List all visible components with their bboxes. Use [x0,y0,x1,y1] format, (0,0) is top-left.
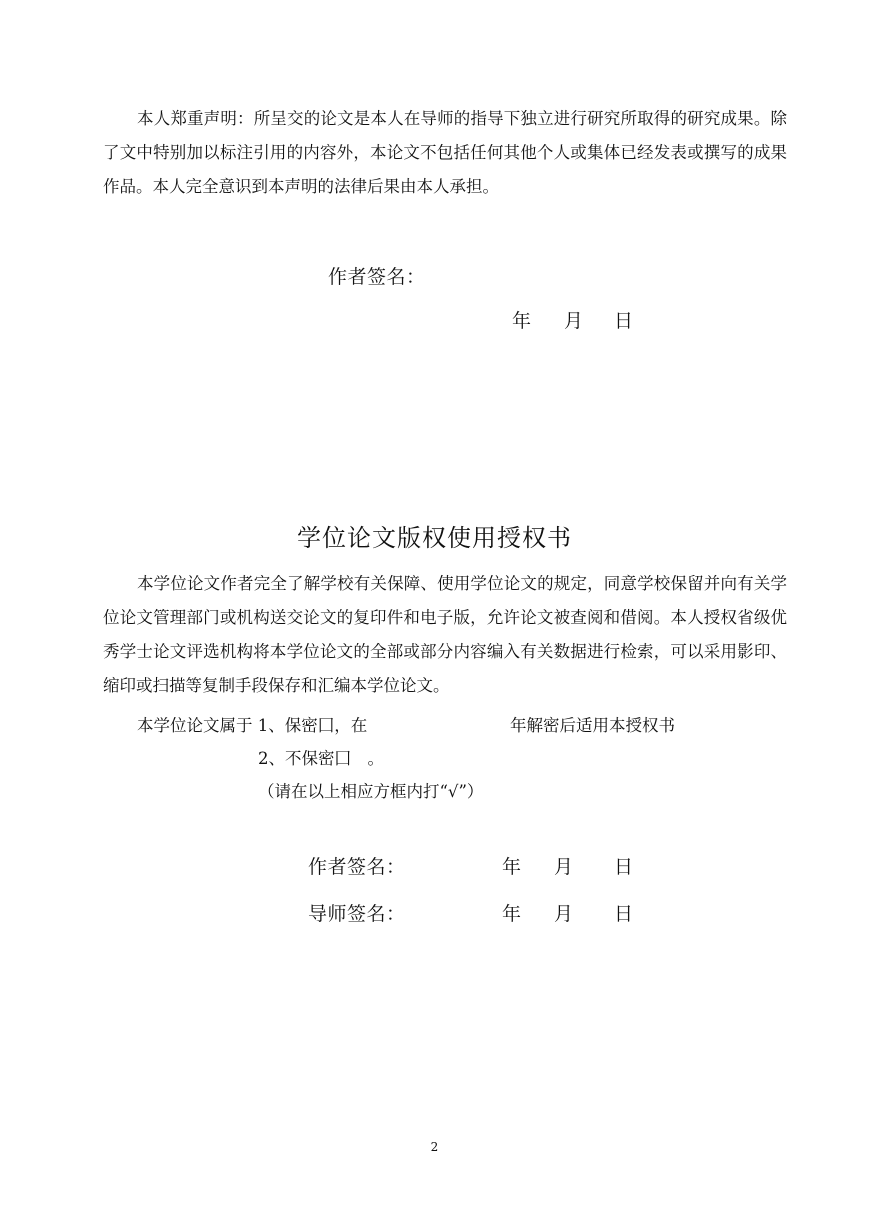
supervisor-sign-label: 导师签名： [308,903,406,925]
checkbox-instruction-note: （请在以上相应方框内打“√”） [258,782,484,801]
supervisor-date-day: 日 [614,903,634,925]
confidential-option-suffix: 年解密后适用本授权书 [510,716,675,735]
page-number: 2 [430,1140,439,1154]
declaration-date-year: 年 [512,310,532,332]
authorization-title: 学位论文版权使用授权书 [297,524,572,552]
supervisor-date-month: 月 [554,903,574,925]
supervisor-date-year: 年 [502,903,522,925]
declaration-date-day: 日 [614,310,634,332]
authorization-author-sign-label: 作者签名： [308,856,406,878]
confidential-option: 本学位论文属于 1、保密囗，在 [137,716,368,735]
declaration-paragraph: 本人郑重声明：所呈交的论文是本人在导师的指导下独立进行研究所取得的研究成果。除了文中特别加以标注引用的内容外，本论文不包括任何其他个人或集体已经发表或撰写的成果作品。本人完全意识到本声明的法律后果由本人承担。 [103,109,787,196]
declaration-date-month: 月 [564,310,584,332]
author-date-month: 月 [554,856,574,878]
authorization-paragraph: 本学位论文作者完全了解学校有关保障、使用学位论文的规定，同意学校保留并向有关学位论文管理部门或机构送交论文的复印件和电子版，允许论文被查阅和借阅。本人授权省级优秀学士论文评选机构将本学位论文的全部或部分内容编入有关数据进行检索，可以采用影印、缩印或扫描等复制手段保存和汇编本学位论文。 [103,574,787,695]
non-confidential-option: 2、不保密囗 。 [258,749,384,768]
declaration-author-sign-label: 作者签名： [328,266,426,288]
author-date-year: 年 [502,856,522,878]
author-date-day: 日 [614,856,634,878]
